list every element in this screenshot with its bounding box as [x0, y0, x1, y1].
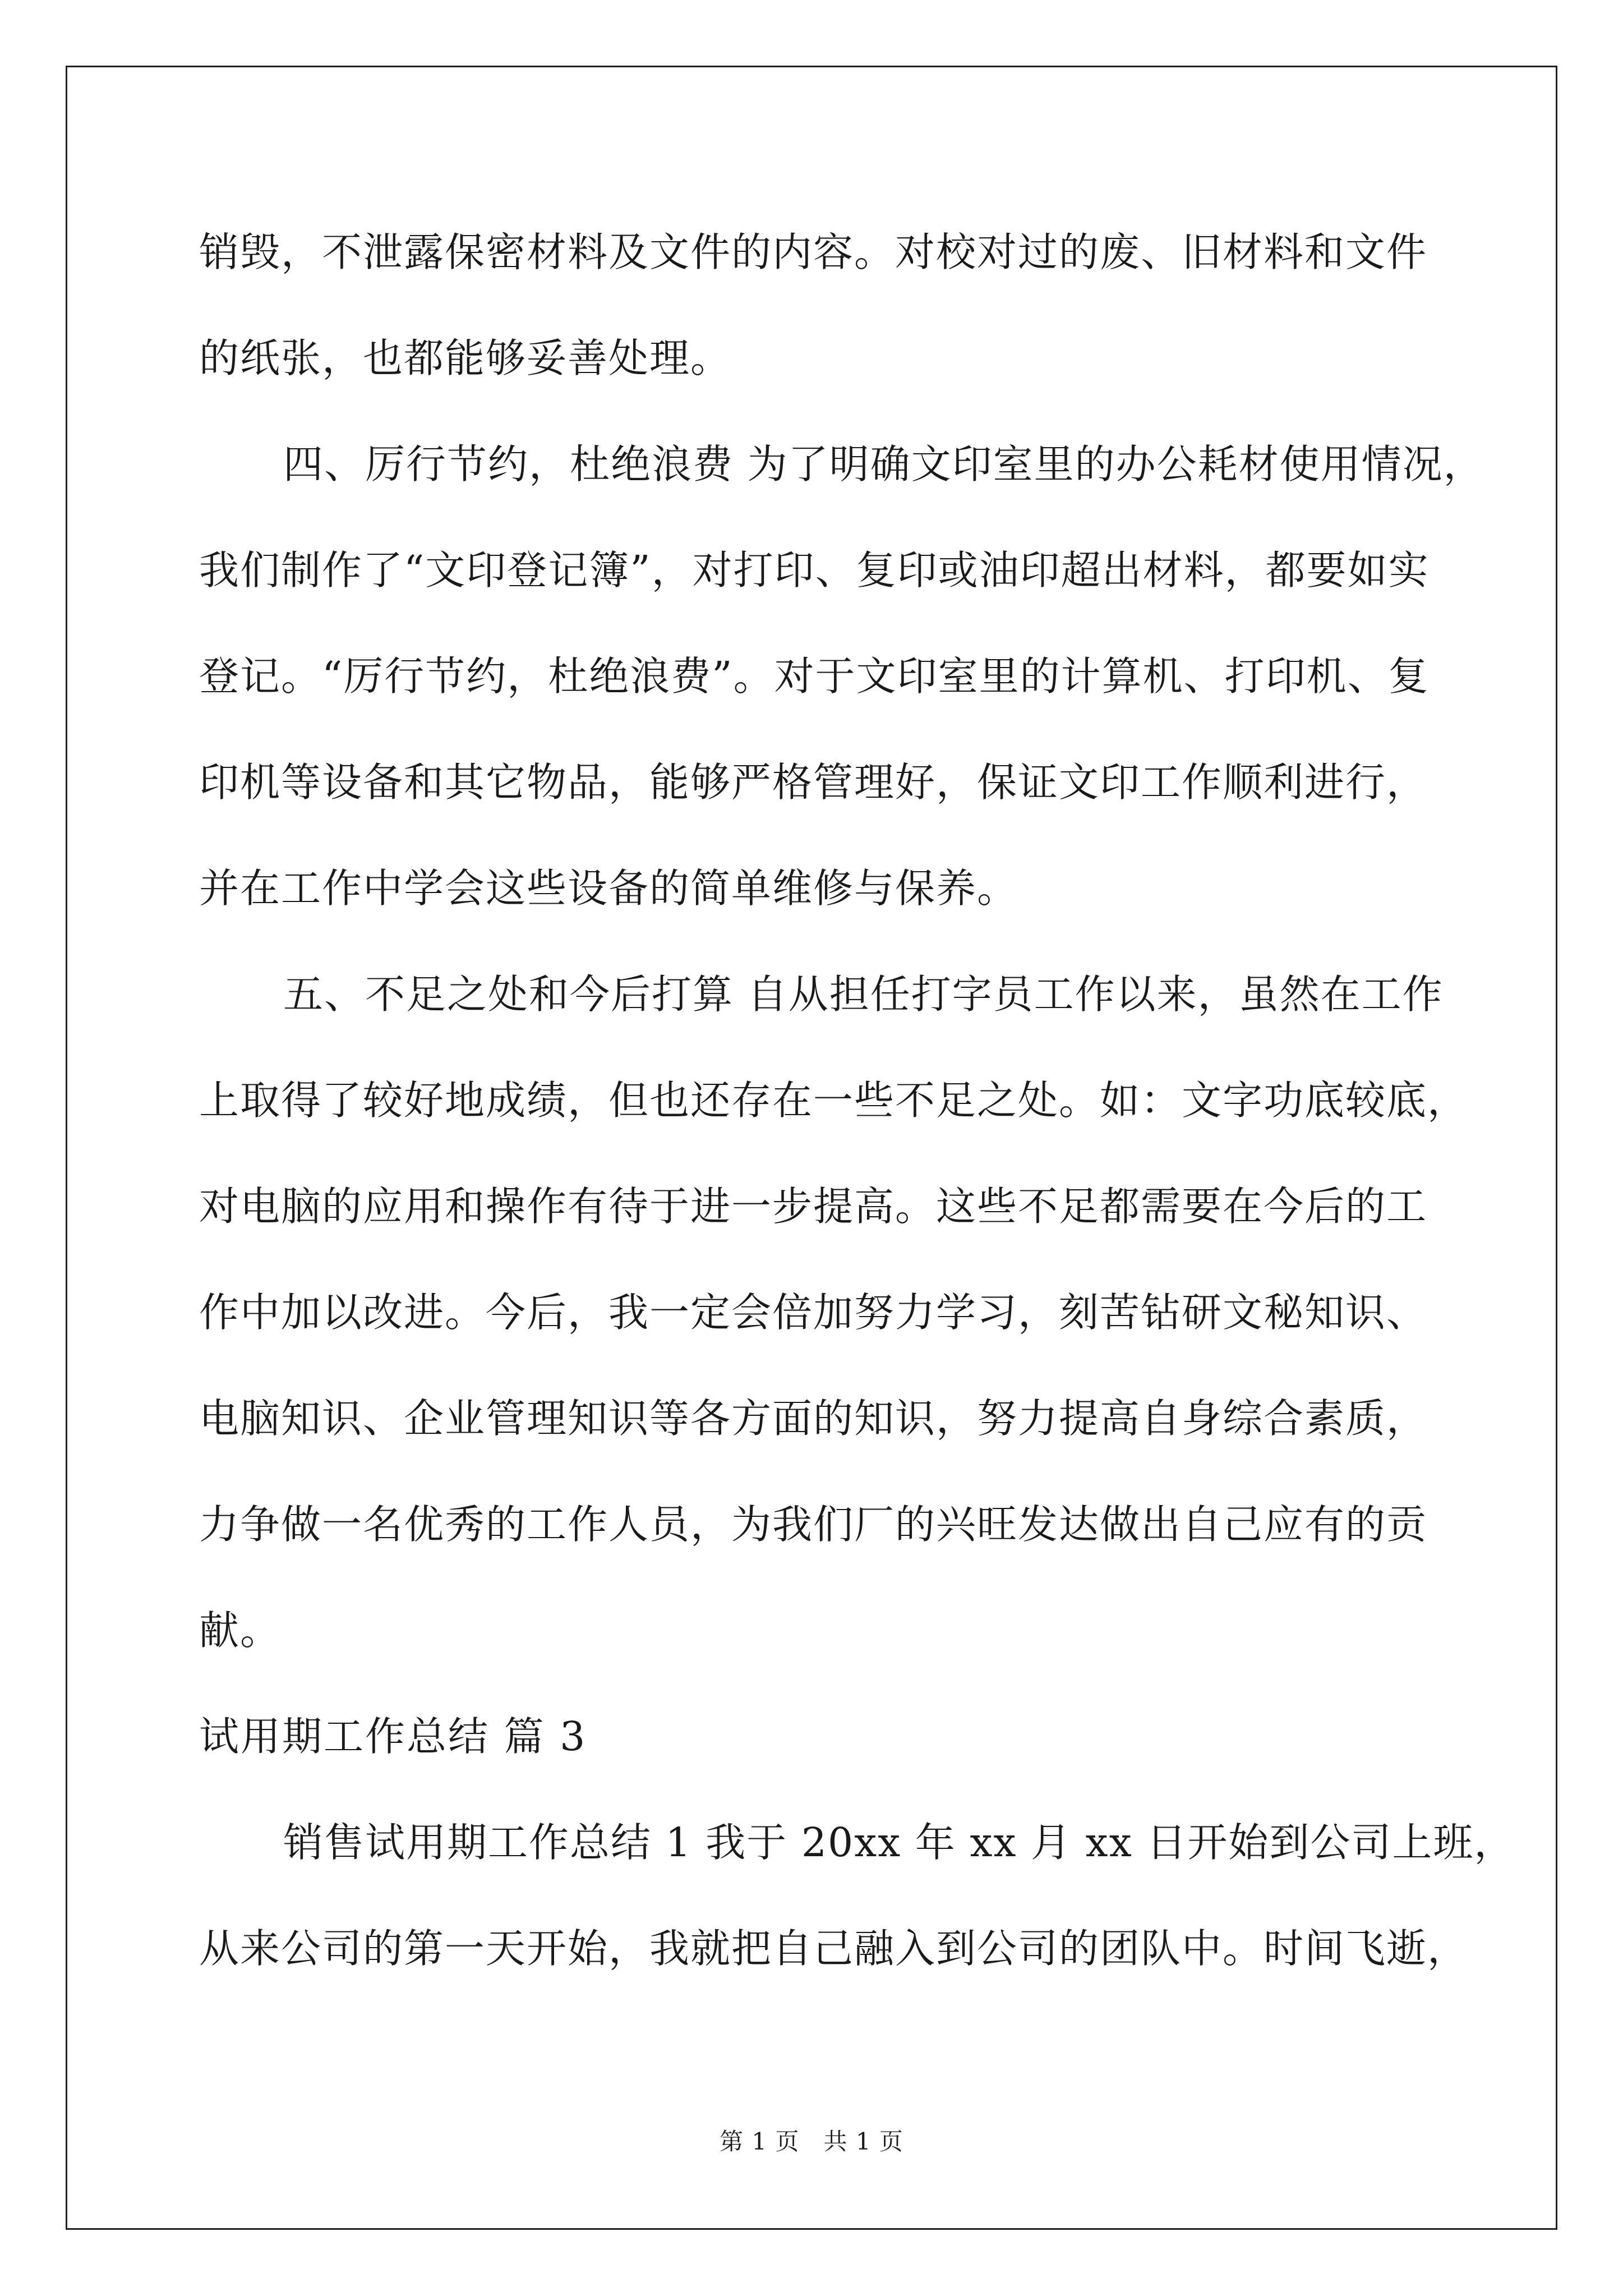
- text-line: 我们制作了“文印登记簿”，对打印、复印或油印超出材料，都要如实: [199, 547, 1430, 593]
- text-line: 上取得了较好地成绩，但也还存在一些不足之处。如：文字功底较底，: [199, 1077, 1469, 1124]
- paragraph-start-line: 四、厉行节约，杜绝浪费 为了明确文印室里的办公耗材使用情况，: [283, 441, 1484, 487]
- document-body: [199, 210, 1515, 2013]
- text-line: 的纸张，也都能够妥善处理。: [199, 335, 732, 381]
- text-line: 电脑知识、企业管理知识等各方面的知识，努力提高自身综合素质，: [199, 1395, 1428, 1442]
- text-line: 献。: [199, 1607, 282, 1654]
- text-line: 销毁，不泄露保密材料及文件的内容。对校对过的废、旧材料和文件: [199, 229, 1428, 275]
- text-line: 印机等设备和其它物品，能够严格管理好，保证文印工作顺利进行，: [199, 759, 1428, 806]
- text-line: 登记。“厉行节约，杜绝浪费”。对于文印室里的计算机、打印机、复: [199, 653, 1430, 700]
- text-line: 对电脑的应用和操作有待于进一步提高。这些不足都需要在今后的工: [199, 1183, 1428, 1230]
- paragraph-start-line: 五、不足之处和今后打算 自从担任打字员工作以来，虽然在工作: [283, 971, 1444, 1018]
- text-line: 并在工作中学会这些设备的简单维修与保养。: [199, 865, 1018, 912]
- text-line: 作中加以改进。今后，我一定会倍加努力学习，刻苦钻研文秘知识、: [199, 1289, 1428, 1336]
- text-line: 力争做一名优秀的工作人员，为我们厂的兴旺发达做出自己应有的贡: [199, 1501, 1428, 1548]
- section-heading: 试用期工作总结 篇 3: [199, 1713, 587, 1760]
- paragraph-start-line: 销售试用期工作总结 1 我于 20xx 年 xx 月 xx 日开始到公司上班，: [283, 1819, 1515, 1866]
- page-number-footer: 第 1 页 共 1 页: [720, 2128, 903, 2155]
- text-line: 从来公司的第一天开始，我就把自己融入到公司的团队中。时间飞逝，: [199, 1925, 1469, 1972]
